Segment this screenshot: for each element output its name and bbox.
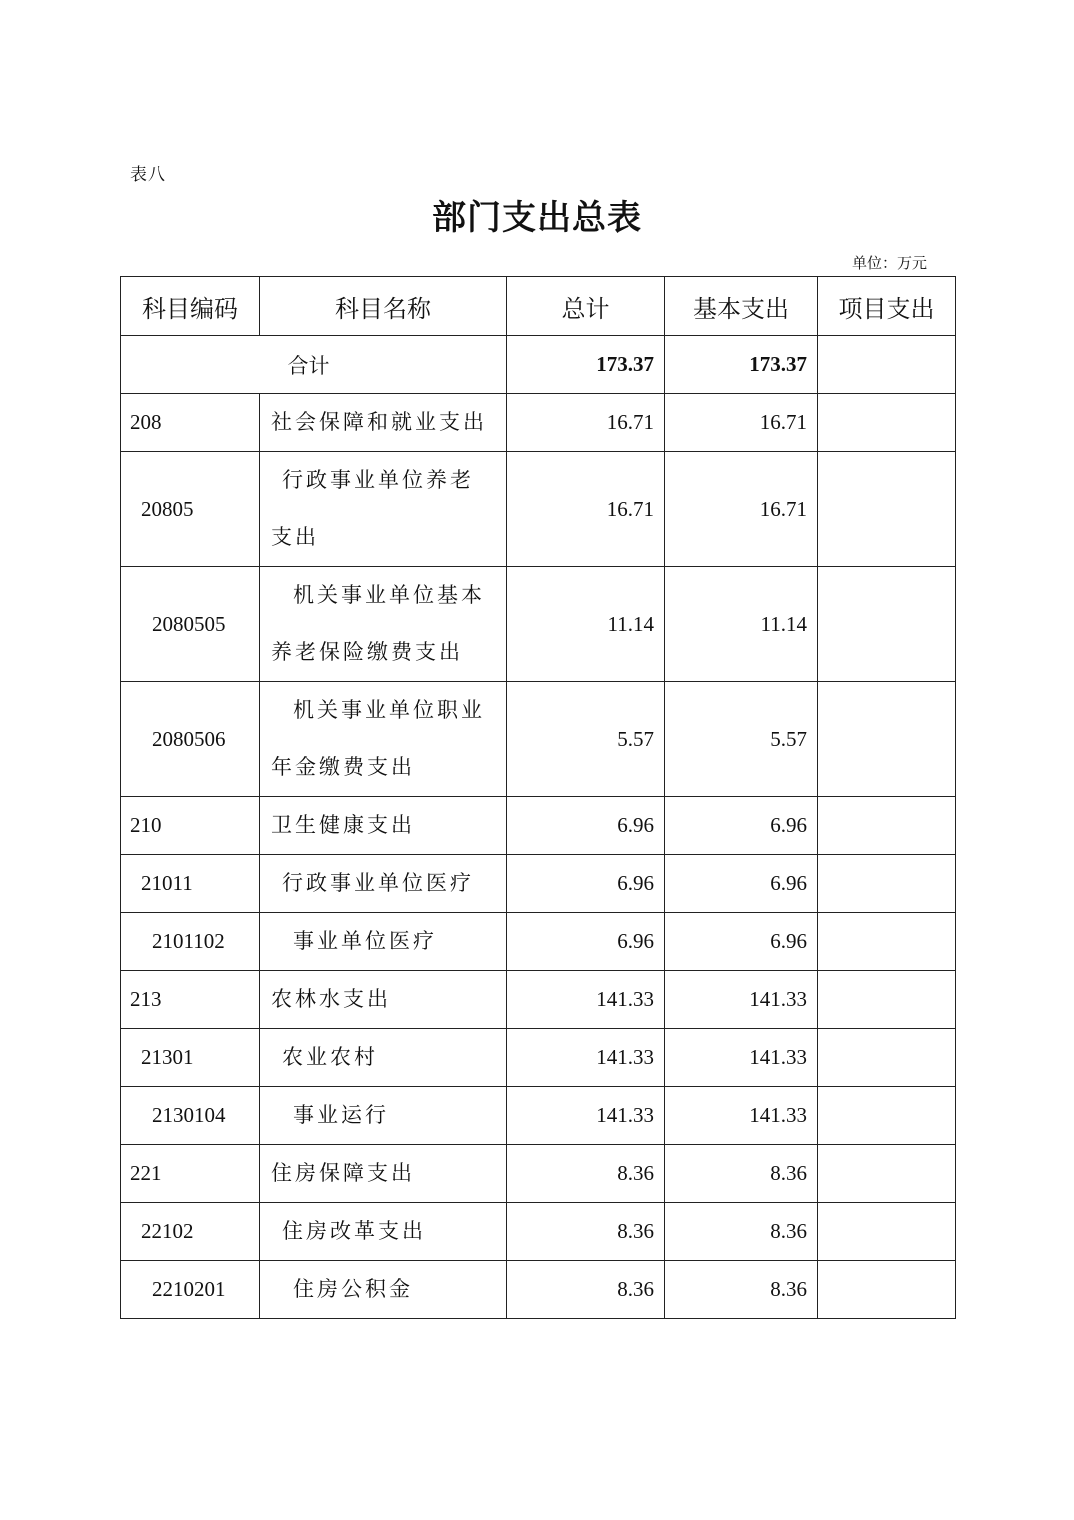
row-name: 事业单位医疗 — [260, 913, 507, 971]
row-name: 行政事业单位医疗 — [260, 855, 507, 913]
row-code: 21011 — [121, 855, 260, 913]
header-code: 科目编码 — [121, 277, 260, 336]
header-row — [121, 277, 956, 336]
row-project — [818, 1261, 956, 1319]
row-total: 8.36 — [507, 1261, 665, 1319]
page-title: 部门支出总表 — [432, 198, 642, 238]
row-project — [818, 797, 956, 855]
row-project — [818, 682, 956, 797]
row-code: 2080506 — [121, 682, 260, 797]
row-code: 213 — [121, 971, 260, 1029]
table-row — [121, 1087, 956, 1145]
table-row — [121, 1145, 956, 1203]
header-basic: 基本支出 — [665, 277, 818, 336]
row-name: 住房保障支出 — [260, 1145, 507, 1203]
row-basic: 141.33 — [665, 1029, 818, 1087]
row-name: 机关事业单位基本养老保险缴费支出 — [260, 567, 507, 682]
total-label: 合计 — [121, 336, 507, 394]
row-code: 210 — [121, 797, 260, 855]
row-basic: 6.96 — [665, 797, 818, 855]
table-row — [121, 394, 956, 452]
row-name: 农林水支出 — [260, 971, 507, 1029]
table-row — [121, 913, 956, 971]
row-project — [818, 394, 956, 452]
row-name: 行政事业单位养老支出 — [260, 452, 507, 567]
header-name: 科目名称 — [260, 277, 507, 336]
row-name: 社会保障和就业支出 — [260, 394, 507, 452]
row-project — [818, 1087, 956, 1145]
total-project — [818, 336, 956, 394]
table-row — [121, 971, 956, 1029]
row-basic: 6.96 — [665, 913, 818, 971]
row-name: 卫生健康支出 — [260, 797, 507, 855]
row-code: 221 — [121, 1145, 260, 1203]
row-total: 6.96 — [507, 797, 665, 855]
row-project — [818, 913, 956, 971]
row-total: 141.33 — [507, 1087, 665, 1145]
row-total: 16.71 — [507, 394, 665, 452]
row-basic: 6.96 — [665, 855, 818, 913]
total-basic: 173.37 — [665, 336, 818, 394]
row-total: 6.96 — [507, 913, 665, 971]
row-basic: 141.33 — [665, 1087, 818, 1145]
row-basic: 11.14 — [665, 567, 818, 682]
table-row — [121, 1029, 956, 1087]
total-row — [121, 336, 956, 394]
row-total: 141.33 — [507, 1029, 665, 1087]
header-total: 总计 — [507, 277, 665, 336]
row-basic: 8.36 — [665, 1145, 818, 1203]
row-code: 2210201 — [121, 1261, 260, 1319]
row-total: 16.71 — [507, 452, 665, 567]
row-code: 2130104 — [121, 1087, 260, 1145]
expense-table — [120, 276, 956, 1319]
row-project — [818, 1203, 956, 1261]
unit-label: 单位：万元 — [851, 254, 927, 272]
row-project — [818, 1145, 956, 1203]
row-code: 20805 — [121, 452, 260, 567]
table-row — [121, 1261, 956, 1319]
row-basic: 8.36 — [665, 1203, 818, 1261]
row-total: 141.33 — [507, 971, 665, 1029]
row-project — [818, 567, 956, 682]
row-project — [818, 855, 956, 913]
row-total: 5.57 — [507, 682, 665, 797]
row-basic: 5.57 — [665, 682, 818, 797]
row-total: 11.14 — [507, 567, 665, 682]
table-row — [121, 797, 956, 855]
row-code: 2080505 — [121, 567, 260, 682]
table-row — [121, 1203, 956, 1261]
table-label: 表八 — [130, 165, 166, 185]
row-total: 6.96 — [507, 855, 665, 913]
row-code: 2101102 — [121, 913, 260, 971]
row-name: 住房公积金 — [260, 1261, 507, 1319]
row-name: 农业农村 — [260, 1029, 507, 1087]
row-name: 住房改革支出 — [260, 1203, 507, 1261]
row-code: 208 — [121, 394, 260, 452]
row-project — [818, 1029, 956, 1087]
row-code: 22102 — [121, 1203, 260, 1261]
table-row — [121, 452, 956, 567]
row-total: 8.36 — [507, 1203, 665, 1261]
row-name: 机关事业单位职业年金缴费支出 — [260, 682, 507, 797]
row-total: 8.36 — [507, 1145, 665, 1203]
table-row — [121, 567, 956, 682]
table-row — [121, 855, 956, 913]
row-name: 事业运行 — [260, 1087, 507, 1145]
row-basic: 16.71 — [665, 394, 818, 452]
row-basic: 8.36 — [665, 1261, 818, 1319]
header-project: 项目支出 — [818, 277, 956, 336]
total-amount: 173.37 — [507, 336, 665, 394]
row-project — [818, 971, 956, 1029]
row-basic: 16.71 — [665, 452, 818, 567]
table-row — [121, 682, 956, 797]
row-code: 21301 — [121, 1029, 260, 1087]
row-project — [818, 452, 956, 567]
row-basic: 141.33 — [665, 971, 818, 1029]
